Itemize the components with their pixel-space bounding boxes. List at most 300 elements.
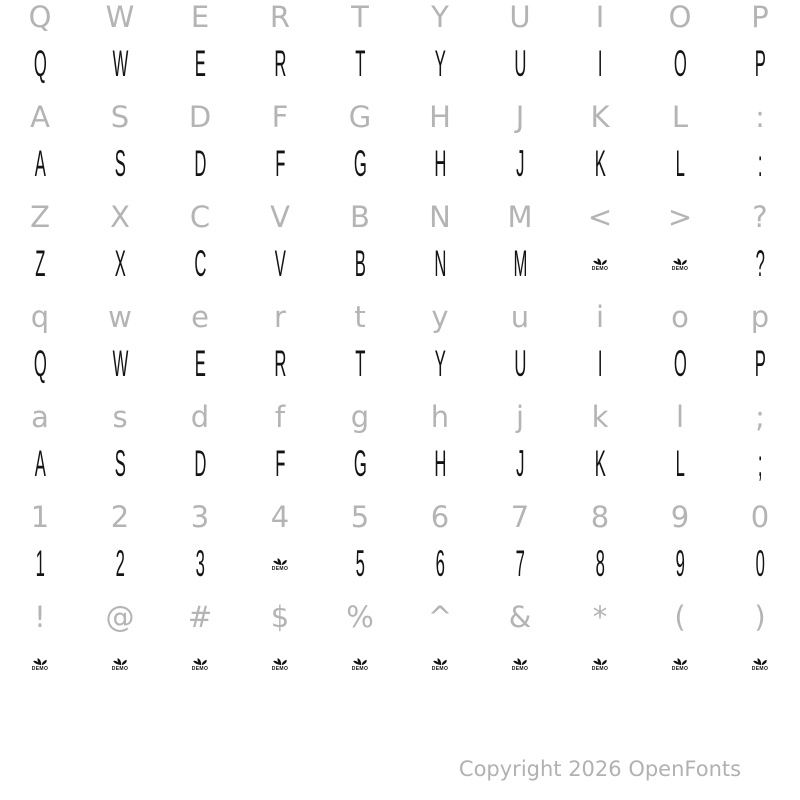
glyph-cell (400, 497, 480, 537)
glyph-cell (480, 0, 560, 37)
glyph-cell (160, 543, 240, 583)
glyph-cell (720, 543, 800, 583)
reference-glyph: L (671, 99, 689, 134)
specimen-glyph: Y (434, 342, 446, 384)
specimen-row-7 (0, 643, 800, 683)
reference-glyph: G (348, 99, 372, 134)
reference-glyph: g (350, 399, 370, 434)
demo-label: DEMO (431, 665, 449, 672)
glyph-cell (240, 43, 320, 83)
reference-glyph: 6 (430, 499, 450, 534)
reference-glyph: X (110, 199, 130, 234)
specimen-glyph: X (114, 242, 126, 284)
demo-placeholder-glyph (272, 555, 289, 572)
glyph-cell-missing (240, 543, 320, 583)
specimen-glyph: L (675, 442, 685, 484)
specimen-glyph: R (273, 342, 287, 384)
glyph-cell (320, 297, 400, 337)
glyph-cell (320, 443, 400, 483)
glyph-cell (560, 43, 640, 83)
demo-ornament-icon (192, 655, 209, 666)
glyph-cell (240, 197, 320, 237)
demo-label: DEMO (271, 665, 289, 672)
glyph-cell (720, 197, 800, 237)
glyph-cell (640, 343, 720, 383)
glyph-cell (560, 0, 640, 37)
demo-placeholder-glyph (192, 655, 209, 672)
glyph-cell (560, 197, 640, 237)
demo-placeholder-glyph (672, 255, 689, 272)
reference-glyph: # (187, 599, 213, 634)
demo-label: DEMO (591, 265, 609, 272)
glyph-cell-missing (480, 643, 560, 683)
glyph-cell (320, 543, 400, 583)
reference-glyph: 4 (270, 499, 290, 534)
reference-glyph: 5 (350, 499, 370, 534)
glyph-cell (480, 343, 560, 383)
glyph-cell (0, 0, 80, 37)
glyph-cell (0, 343, 80, 383)
glyph-cell (240, 143, 320, 183)
reference-glyph: ^ (427, 599, 453, 634)
glyph-cell (80, 97, 160, 137)
specimen-glyph: 1 (35, 542, 45, 584)
glyph-cell (80, 543, 160, 583)
demo-ornament-icon (272, 655, 289, 666)
specimen-glyph: J (515, 442, 525, 484)
reference-glyph: l (675, 399, 685, 434)
reference-glyph: j (515, 399, 525, 434)
glyph-cell (320, 43, 400, 83)
specimen-glyph: H (433, 442, 447, 484)
glyph-cell (400, 397, 480, 437)
reference-glyph: % (346, 599, 374, 634)
glyph-cell (560, 343, 640, 383)
demo-label: DEMO (751, 665, 769, 672)
glyph-cell (320, 497, 400, 537)
glyph-cell (560, 97, 640, 137)
demo-ornament-icon (512, 655, 529, 666)
reference-glyph: Q (28, 0, 52, 34)
glyph-cell (640, 297, 720, 337)
specimen-glyph: T (354, 42, 366, 84)
glyph-cell (160, 343, 240, 383)
glyph-cell-missing (240, 643, 320, 683)
reference-glyph: H (429, 99, 451, 134)
specimen-row-1 (0, 43, 800, 83)
glyph-cell (640, 543, 720, 583)
reference-glyph: $ (270, 599, 290, 634)
reference-glyph: S (110, 99, 130, 134)
reference-glyph: O (668, 0, 692, 34)
demo-ornament-icon (432, 655, 449, 666)
glyph-cell (320, 197, 400, 237)
glyph-cell (560, 297, 640, 337)
demo-ornament-icon (112, 655, 129, 666)
glyph-cell (240, 443, 320, 483)
glyph-cell (720, 497, 800, 537)
reference-glyph: p (750, 299, 770, 334)
glyph-cell (400, 0, 480, 37)
demo-ornament-icon (32, 655, 49, 666)
copyright-text: Copyright 2026 OpenFonts (458, 757, 742, 781)
reference-glyph: h (430, 399, 450, 434)
glyph-cell (400, 243, 480, 283)
glyph-cell (560, 597, 640, 637)
glyph-cell (720, 97, 800, 137)
reference-glyph: W (105, 0, 135, 34)
glyph-cell (320, 597, 400, 637)
reference-glyph: ! (34, 599, 46, 634)
glyph-cell (720, 297, 800, 337)
reference-glyph: 9 (670, 499, 690, 534)
reference-glyph: y (431, 299, 449, 334)
glyph-cell (480, 397, 560, 437)
glyph-cell (480, 497, 560, 537)
glyph-cell (400, 443, 480, 483)
glyph-cell (720, 243, 800, 283)
glyph-cell (240, 397, 320, 437)
glyph-cell (480, 197, 560, 237)
glyph-cell (480, 297, 560, 337)
glyph-cell (400, 43, 480, 83)
demo-placeholder-glyph (752, 655, 769, 672)
reference-row-5 (0, 397, 800, 437)
glyph-cell (0, 497, 80, 537)
demo-placeholder-glyph (112, 655, 129, 672)
glyph-cell (80, 443, 160, 483)
reference-row-4 (0, 297, 800, 337)
reference-glyph: V (270, 199, 290, 234)
glyph-cell (480, 43, 560, 83)
demo-label: DEMO (271, 565, 289, 572)
glyph-cell (400, 343, 480, 383)
reference-glyph: s (112, 399, 128, 434)
reference-glyph: N (429, 199, 451, 234)
glyph-cell (160, 597, 240, 637)
glyph-cell (240, 597, 320, 637)
reference-glyph: 2 (110, 499, 130, 534)
specimen-glyph: ? (755, 242, 765, 284)
glyph-cell (720, 143, 800, 183)
demo-label: DEMO (31, 665, 49, 672)
specimen-glyph: M (513, 242, 527, 284)
glyph-cell (80, 597, 160, 637)
demo-label: DEMO (511, 665, 529, 672)
reference-glyph: u (510, 299, 530, 334)
glyph-cell (480, 243, 560, 283)
specimen-glyph: B (354, 242, 366, 284)
reference-glyph: P (751, 0, 769, 34)
glyph-cell (0, 297, 80, 337)
reference-glyph: a (31, 399, 49, 434)
specimen-glyph: K (594, 142, 606, 184)
specimen-glyph: R (273, 42, 287, 84)
specimen-glyph: O (673, 342, 687, 384)
glyph-cell (720, 443, 800, 483)
glyph-cell (320, 243, 400, 283)
glyph-cell (80, 197, 160, 237)
demo-placeholder-glyph (672, 655, 689, 672)
specimen-glyph: 5 (355, 542, 365, 584)
glyph-cell (0, 243, 80, 283)
reference-glyph: e (191, 299, 209, 334)
specimen-glyph: 0 (755, 542, 765, 584)
glyph-cell (720, 597, 800, 637)
glyph-cell-missing (400, 643, 480, 683)
glyph-cell (80, 397, 160, 437)
glyph-cell (320, 143, 400, 183)
glyph-cell (240, 0, 320, 37)
glyph-cell (480, 143, 560, 183)
reference-glyph: 7 (510, 499, 530, 534)
glyph-cell (0, 597, 80, 637)
specimen-glyph: 3 (195, 542, 205, 584)
glyph-cell (480, 543, 560, 583)
glyph-cell-missing (560, 643, 640, 683)
glyph-cell (160, 497, 240, 537)
specimen-glyph: P (754, 42, 766, 84)
glyph-cell (400, 297, 480, 337)
demo-label: DEMO (111, 665, 129, 672)
reference-glyph: * (592, 599, 608, 634)
glyph-cell (80, 243, 160, 283)
glyph-cell (640, 597, 720, 637)
glyph-cell-missing (160, 643, 240, 683)
reference-glyph: I (595, 0, 605, 34)
demo-ornament-icon (672, 655, 689, 666)
reference-glyph: F (271, 99, 289, 134)
specimen-row-5 (0, 443, 800, 483)
reference-glyph: < (587, 199, 613, 234)
reference-glyph: ) (754, 599, 766, 634)
reference-glyph: k (591, 399, 609, 434)
glyph-cell (640, 0, 720, 37)
reference-glyph: f (274, 399, 286, 434)
reference-glyph: > (667, 199, 693, 234)
glyph-cell (240, 243, 320, 283)
glyph-cell (80, 343, 160, 383)
specimen-glyph: W (112, 342, 128, 384)
specimen-glyph: Y (434, 42, 446, 84)
demo-placeholder-glyph (592, 655, 609, 672)
reference-glyph: : (755, 99, 765, 134)
specimen-glyph: D (193, 442, 207, 484)
glyph-cell-missing (0, 643, 80, 683)
glyph-cell (720, 397, 800, 437)
reference-glyph: K (590, 99, 610, 134)
reference-glyph: 8 (590, 499, 610, 534)
specimen-glyph: ; (757, 442, 763, 484)
glyph-cell (160, 443, 240, 483)
reference-row-6 (0, 497, 800, 537)
glyph-cell (640, 97, 720, 137)
glyph-cell (0, 197, 80, 237)
glyph-cell-missing (320, 643, 400, 683)
glyph-cell-missing (720, 643, 800, 683)
demo-label: DEMO (191, 665, 209, 672)
glyph-cell (160, 243, 240, 283)
glyph-cell (480, 443, 560, 483)
glyph-cell (0, 43, 80, 83)
specimen-glyph: H (433, 142, 447, 184)
glyph-cell (160, 0, 240, 37)
demo-placeholder-glyph (272, 655, 289, 672)
glyph-cell (240, 97, 320, 137)
reference-glyph: r (274, 299, 286, 334)
glyph-cell-missing (80, 643, 160, 683)
glyph-cell (80, 497, 160, 537)
glyph-cell (160, 197, 240, 237)
glyph-cell (0, 397, 80, 437)
specimen-glyph: O (673, 42, 687, 84)
specimen-glyph: G (353, 142, 367, 184)
glyph-cell (160, 397, 240, 437)
reference-glyph: ; (755, 399, 765, 434)
specimen-glyph: A (34, 142, 46, 184)
demo-placeholder-glyph (352, 655, 369, 672)
demo-label: DEMO (591, 665, 609, 672)
demo-ornament-icon (672, 255, 689, 266)
specimen-row-4 (0, 343, 800, 383)
glyph-cell (0, 97, 80, 137)
demo-ornament-icon (592, 255, 609, 266)
specimen-glyph: W (112, 42, 128, 84)
specimen-glyph: K (594, 442, 606, 484)
reference-glyph: D (188, 99, 212, 134)
demo-ornament-icon (272, 555, 289, 566)
glyph-cell (400, 197, 480, 237)
glyph-cell (640, 197, 720, 237)
glyph-cell (240, 343, 320, 383)
glyph-cell (80, 43, 160, 83)
glyph-cell (160, 297, 240, 337)
reference-glyph: ? (752, 199, 768, 234)
specimen-glyph: F (274, 142, 286, 184)
reference-glyph: E (190, 0, 210, 34)
reference-glyph: R (269, 0, 291, 34)
glyph-cell (0, 443, 80, 483)
reference-glyph: & (508, 599, 532, 634)
specimen-glyph: N (433, 242, 447, 284)
demo-ornament-icon (352, 655, 369, 666)
glyph-cell (640, 397, 720, 437)
glyph-cell (80, 297, 160, 337)
reference-glyph: T (351, 0, 369, 34)
reference-glyph: Y (431, 0, 449, 34)
specimen-glyph: F (274, 442, 286, 484)
specimen-glyph: P (754, 342, 766, 384)
glyph-cell (720, 0, 800, 37)
specimen-glyph: : (757, 142, 763, 184)
specimen-glyph: 2 (115, 542, 125, 584)
glyph-cell (160, 97, 240, 137)
demo-ornament-icon (752, 655, 769, 666)
glyph-cell-missing (560, 243, 640, 283)
specimen-glyph: D (193, 142, 207, 184)
glyph-cell (80, 143, 160, 183)
glyph-cell (320, 343, 400, 383)
reference-glyph: J (515, 99, 525, 134)
specimen-row-6 (0, 543, 800, 583)
glyph-cell (480, 597, 560, 637)
glyph-cell (560, 397, 640, 437)
reference-glyph: A (30, 99, 50, 134)
specimen-glyph: I (597, 342, 603, 384)
reference-row-3 (0, 197, 800, 237)
specimen-glyph: V (274, 242, 286, 284)
specimen-glyph: 8 (595, 542, 605, 584)
glyph-cell (640, 497, 720, 537)
glyph-cell (560, 497, 640, 537)
reference-row-2 (0, 97, 800, 137)
demo-ornament-icon (592, 655, 609, 666)
glyph-cell (560, 443, 640, 483)
specimen-glyph: Z (34, 242, 46, 284)
specimen-glyph: Q (33, 342, 47, 384)
glyph-cell (240, 497, 320, 537)
glyph-cell (400, 543, 480, 583)
reference-glyph: ( (674, 599, 686, 634)
reference-glyph: q (30, 299, 50, 334)
reference-glyph: Z (30, 199, 50, 234)
reference-glyph: i (595, 299, 605, 334)
glyph-cell (560, 543, 640, 583)
glyph-cell (320, 397, 400, 437)
reference-glyph: t (354, 299, 366, 334)
glyph-cell (560, 143, 640, 183)
reference-glyph: M (507, 199, 533, 234)
specimen-glyph: G (353, 442, 367, 484)
demo-label: DEMO (351, 665, 369, 672)
glyph-cell (160, 143, 240, 183)
specimen-glyph: I (597, 42, 603, 84)
glyph-cell-missing (640, 243, 720, 283)
specimen-glyph: 9 (675, 542, 685, 584)
specimen-glyph: 7 (515, 542, 525, 584)
glyph-cell (160, 43, 240, 83)
glyph-cell (640, 143, 720, 183)
specimen-glyph: U (513, 42, 527, 84)
glyph-cell (240, 297, 320, 337)
glyph-cell (0, 143, 80, 183)
glyph-cell (80, 0, 160, 37)
reference-glyph: o (671, 299, 689, 334)
specimen-glyph: 6 (435, 542, 445, 584)
specimen-glyph: T (354, 342, 366, 384)
demo-placeholder-glyph (432, 655, 449, 672)
demo-placeholder-glyph (512, 655, 529, 672)
demo-placeholder-glyph (592, 255, 609, 272)
glyph-cell (400, 143, 480, 183)
glyph-cell (0, 543, 80, 583)
glyph-cell-missing (640, 643, 720, 683)
specimen-glyph: E (194, 42, 206, 84)
reference-row-1 (0, 0, 800, 37)
reference-glyph: B (350, 199, 370, 234)
glyph-cell (480, 97, 560, 137)
reference-glyph: d (190, 399, 210, 434)
glyph-cell (640, 43, 720, 83)
glyph-cell (320, 0, 400, 37)
specimen-glyph: J (515, 142, 525, 184)
demo-placeholder-glyph (32, 655, 49, 672)
specimen-glyph: S (114, 442, 126, 484)
specimen-glyph: U (513, 342, 527, 384)
specimen-row-3 (0, 243, 800, 283)
glyph-cell (720, 343, 800, 383)
reference-glyph: 1 (30, 499, 50, 534)
